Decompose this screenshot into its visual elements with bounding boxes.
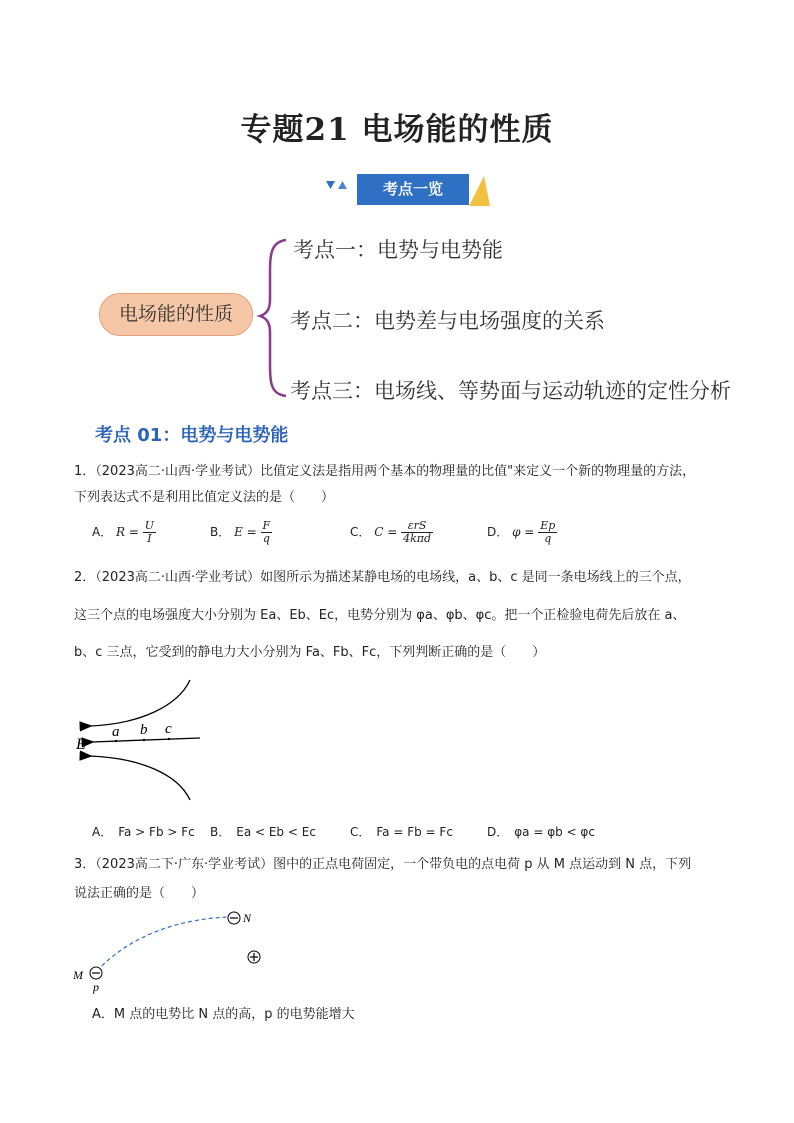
section-heading: 考点 01：电势与电势能	[95, 425, 289, 446]
banner-label: 考点一览	[357, 174, 469, 205]
q2-option-a: A． Fa > Fb > Fc	[92, 825, 195, 839]
q3-option-a: A．M 点的电势比 N 点的高，p 的电势能增大	[92, 1007, 355, 1022]
mindmap-item-2: 考点二：电势差与电场强度的关系	[290, 309, 605, 333]
label-a: a	[112, 724, 120, 740]
charge-trajectory-figure	[70, 905, 270, 1000]
mindmap-center: 电场能的性质	[99, 293, 253, 336]
yellow-triangle-icon	[469, 176, 490, 206]
label-M: M	[73, 968, 83, 982]
mindmap-item-3: 考点三：电场线、等势面与运动轨迹的定性分析	[290, 379, 731, 403]
label-c: c	[165, 721, 172, 737]
q1-option-d: D． φ = $\frac{Ep}{q}$	[487, 519, 556, 545]
electric-field-lines-figure	[70, 676, 210, 806]
q1-option-b: B． E = $\frac{F}{q}$	[210, 519, 271, 545]
q2-line2: 这三个点的电场强度大小分别为 Ea、Eb、Ec，电势分别为 φa、φb、φc。把一个正检验电荷先后放在 a、	[74, 608, 686, 623]
triangle-up-icon	[338, 181, 347, 189]
q1-line1: 1．（2023高二·山西·学业考试）比值定义法是指用两个基本的物理量的比值"来定义一个新的物理量的方法，	[74, 464, 696, 479]
page-title: 专题21 电场能的性质	[240, 112, 554, 148]
label-p: p	[93, 980, 99, 994]
q2-option-d: D． φa = φb < φc	[487, 825, 595, 839]
q2-line3: b、c 三点，它受到的静电力大小分别为 Fa、Fb、Fc，下列判断正确的是（ ）	[74, 645, 546, 660]
q3-line1: 3．（2023高二下·广东·学业考试）图中的正点电荷固定，一个带负电的点电荷 p 从 M 点运动到 N 点，下列	[74, 857, 692, 872]
field-line-middle	[92, 738, 200, 742]
q1-line2: 下列表达式不是利用比值定义法的是（ ）	[74, 490, 335, 505]
mindmap-item-1: 考点一：电势与电势能	[293, 238, 503, 262]
field-line-bottom	[90, 756, 190, 800]
label-N: N	[243, 911, 252, 925]
q2-option-b: B． Ea < Eb < Ec	[210, 825, 316, 839]
label-E: E	[76, 736, 86, 753]
q1-option-c: C． C = $\frac{\text{εrS}}{\text{4kπd}}$	[350, 519, 432, 545]
triangle-down-icon	[326, 181, 335, 189]
q2-line1: 2．（2023高二·山西·学业考试）如图所示为描述某静电场的电场线，a、b、c 是同一条电场线上的三个点，	[74, 570, 691, 585]
field-line-top	[90, 680, 190, 726]
q1-option-a: A． R = $\frac{U}{I}$	[92, 519, 155, 545]
q2-option-c: C． Fa = Fb = Fc	[350, 825, 453, 839]
trajectory-path	[97, 917, 228, 971]
q3-line2: 说法正确的是（ ）	[74, 886, 205, 901]
label-b: b	[140, 722, 148, 738]
